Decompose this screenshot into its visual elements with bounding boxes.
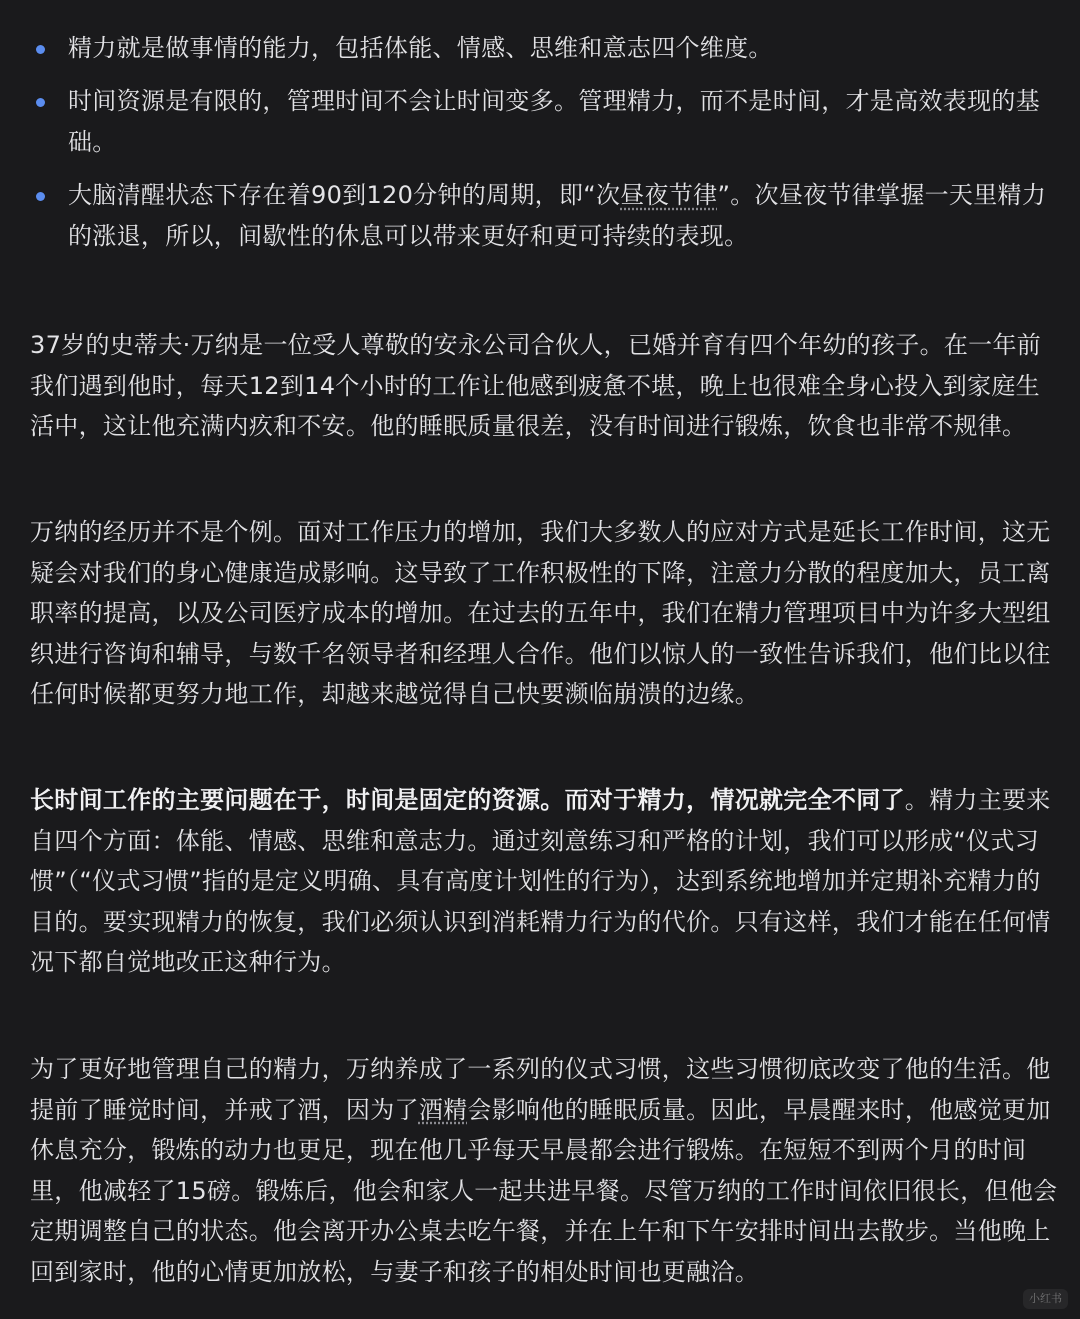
paragraph-rituals (30, 1049, 1060, 1292)
bullet-dot-icon (36, 192, 45, 201)
bullet-text: 精力就是做事情的能力，包括体能、情感、思维和意志四个维度。 (68, 34, 773, 62)
paragraph-text-after: 会影响他的睡眠质量。因此，早晨醒来时，他感觉更加休息充分，锻炼的动力也更足，现在他几乎每天早晨都会进行锻炼。在短短不到两个月的时间里，他减轻了15磅。锻炼后，他会和家人一起共进早餐。尽管万纳的工作时间依旧很长，但他会定期调整自己的状态。他会离开办公桌去吃午餐，并在上午和下午安排时间出去散步。当他晚上回到家时，他的心情更加放松，与妻子和孩子的相处时间也更融洽。 (30, 1095, 1058, 1286)
paragraph-steve-wanner: 37岁的史蒂夫·万纳是一位受人尊敬的安永公司合伙人，已婚并育有四个年幼的孩子。在一年前我们遇到他时，每天12到14个小时的工作让他感到疲惫不堪，晚上也很难全身心投入到家庭生活中，这让他充满内疚和不安。他的睡眠质量很差，没有时间进行锻炼，饮食也非常不规律。 (30, 331, 1042, 440)
paragraph-text: 。精力主要来自四个方面：体能、情感、思维和意志力。通过刻意练习和严格的计划，我们可以形成“仪式习惯”（“仪式习惯”指的是定义明确、具有高度计划性的行为），达到系统地增加并定期补充精力的目的。要实现精力的恢复，我们必须认识到消耗精力行为的代价。只有这样，我们才能在任何情况下都自觉地改正这种行为。 (30, 786, 1051, 976)
watermark-logo: 小红书 (1023, 1289, 1068, 1309)
bullet-text-after: ”。次昼夜节律掌握一天里精力的涨退，所以，间歇性的休息可以带来更好和更可持续的表现。 (68, 181, 1047, 250)
summary-bullet-list (30, 28, 1070, 269)
bold-key-point: 长时间工作的主要问题在于，时间是固定的资源。而对于精力，情况就完全不同了 (30, 786, 905, 814)
bullet-text-before: 大脑清醒状态下存在着90到120分钟的周期，即“次 (68, 181, 621, 209)
bullet-item-energy-definition (30, 28, 1070, 69)
paragraph-energy-sources (30, 780, 1060, 983)
bullet-item-time-limited (30, 81, 1070, 163)
bullet-dot-icon (36, 45, 45, 54)
paragraph-not-unique: 万纳的经历并不是个例。面对工作压力的增加，我们大多数人的应对方式是延长工作时间，这无疑会对我们的身心健康造成影响。这导致了工作积极性的下降，注意力分散的程度加大，员工离职率的提高，以及公司医疗成本的增加。在过去的五年中，我们在精力管理项目中为许多大型组织进行咨询和辅导，与数千名领导者和经理人合作。他们以惊人的一致性告诉我们，他们比以往任何时候都更努力地工作，却越来越觉得自己快要濒临崩溃的边缘。 (30, 518, 1051, 708)
bullet-text: 时间资源是有限的，管理时间不会让时间变多。管理精力，而不是时间，才是高效表现的基础。 (68, 87, 1040, 156)
bullet-dot-icon (36, 98, 45, 107)
search-term-link[interactable]: 酒精 (418, 1095, 468, 1124)
bullet-item-ultradian-rhythm (30, 175, 1070, 257)
paragraph-text-before: 为了更好地管理自己的精力，万纳养成了一系列的仪式习惯，这些习惯彻底改变了他的生活。他提前了睡觉时间，并戒了酒，因为了 (30, 1055, 1051, 1124)
search-term-link[interactable]: 昼夜节律 (620, 181, 718, 209)
